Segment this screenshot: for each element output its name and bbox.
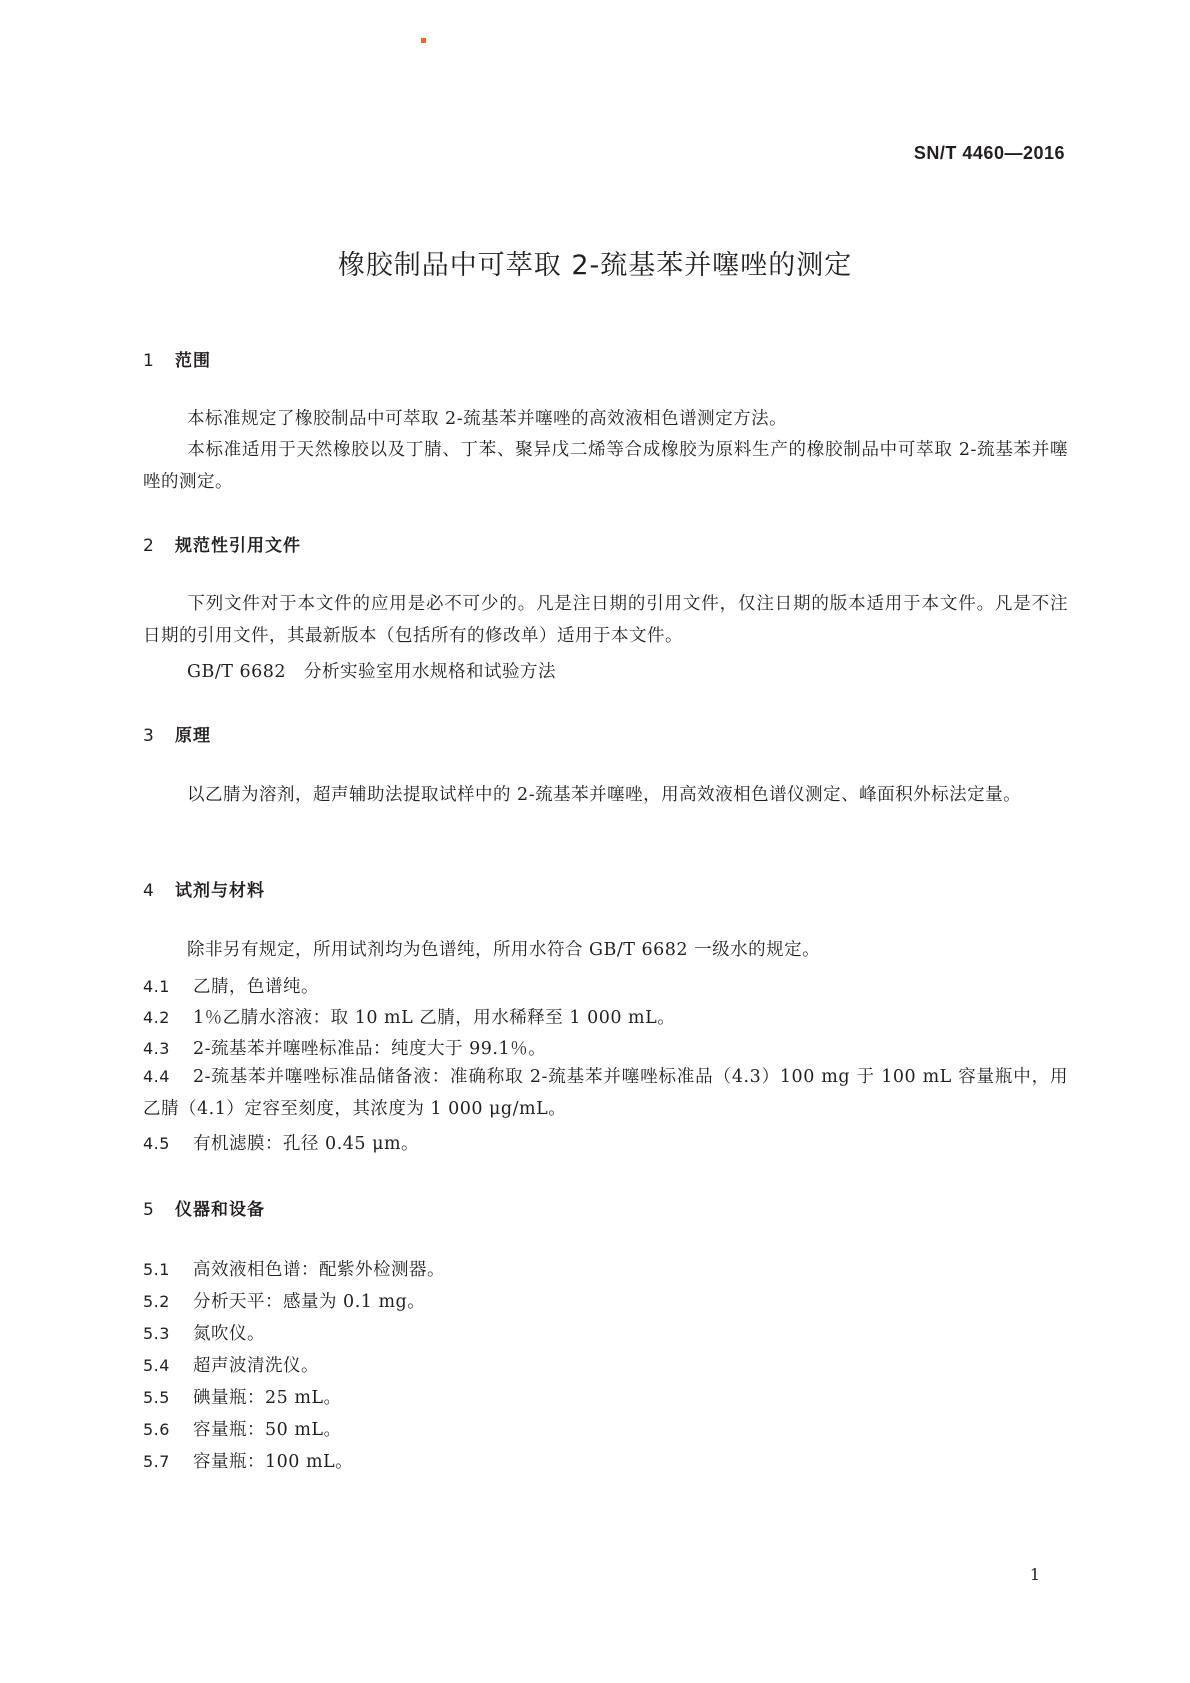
section-1-paragraph-1: 本标准规定了橡胶制品中可萃取 2-巯基苯并噻唑的高效液相色谱测定方法。 — [187, 409, 788, 429]
list-item: 4.5 有机滤膜：孔径 0.45 μm。 — [143, 1134, 420, 1154]
section-2-title: 规范性引用文件 — [175, 536, 301, 556]
section-3-heading — [143, 721, 211, 746]
list-item: 5.5 碘量瓶：25 mL。 — [143, 1388, 342, 1408]
standard-code: SN/T 4460—2016 — [913, 143, 1065, 163]
section-3-paragraph-1: 以乙腈为溶剂，超声辅助法提取试样中的 2-巯基苯并噻唑，用高效液相色谱仪测定、峰面积外标法定量。 — [187, 785, 1022, 805]
section-1-number: 1 — [143, 351, 155, 371]
accent-mark — [421, 38, 426, 43]
section-1-paragraph-2: 本标准适用于天然橡胶以及丁腈、丁苯、聚异戊二烯等合成橡胶为原料生产的橡胶制品中可萃取 2-巯基苯并噻唑的测定。 — [143, 440, 1068, 492]
normative-reference-item: GB/T 6682 分析实验室用水规格和试验方法 — [187, 662, 557, 682]
section-1-heading — [143, 346, 211, 371]
section-3-title: 原理 — [175, 726, 211, 746]
section-2-paragraph-1: 下列文件对于本文件的应用是必不可少的。凡是注日期的引用文件，仅注日期的版本适用于本文件。凡是不注日期的引用文件，其最新版本（包括所有的修改单）适用于本文件。 — [143, 594, 1068, 646]
section-3-number: 3 — [143, 726, 155, 746]
list-item: 4.1 乙腈，色谱纯。 — [143, 977, 319, 997]
page-number: 1 — [1029, 1565, 1040, 1584]
section-4-heading — [143, 876, 265, 901]
list-item: 5.7 容量瓶：100 mL。 — [143, 1452, 354, 1472]
list-item: 5.4 超声波清洗仪。 — [143, 1356, 319, 1376]
section-5-number: 5 — [143, 1200, 155, 1220]
list-item: 5.6 容量瓶：50 mL。 — [143, 1420, 342, 1440]
section-4-number: 4 — [143, 881, 155, 901]
list-item: 5.1 高效液相色谱：配紫外检测器。 — [143, 1260, 445, 1280]
list-item: 4.2 1％乙腈水溶液：取 10 mL 乙腈，用水稀释至 1 000 mL。 — [143, 1008, 676, 1028]
section-4-paragraph-1: 除非另有规定，所用试剂均为色谱纯，所用水符合 GB/T 6682 一级水的规定。 — [187, 940, 821, 960]
section-5-heading — [143, 1195, 265, 1220]
section-1-title: 范围 — [175, 351, 211, 371]
section-2-heading — [143, 531, 301, 556]
list-item: 5.3 氮吹仪。 — [143, 1324, 265, 1344]
list-item: 4.3 2-巯基苯并噻唑标准品：纯度大于 99.1％。 — [143, 1039, 547, 1059]
document-title: 橡胶制品中可萃取 2-巯基苯并噻唑的测定 — [337, 250, 853, 281]
list-item: 4.4 2-巯基苯并噻唑标准品储备液：准确称取 2-巯基苯并噻唑标准品（4.3）100 mg 于 100 mL 容量瓶中，用乙腈（4.1）定容至刻度，其浓度为 1 000 μg/mL。 — [143, 1067, 1068, 1119]
section-4-title: 试剂与材料 — [175, 881, 265, 901]
section-2-number: 2 — [143, 536, 155, 556]
section-5-title: 仪器和设备 — [175, 1200, 265, 1220]
list-item: 5.2 分析天平：感量为 0.1 mg。 — [143, 1292, 426, 1312]
